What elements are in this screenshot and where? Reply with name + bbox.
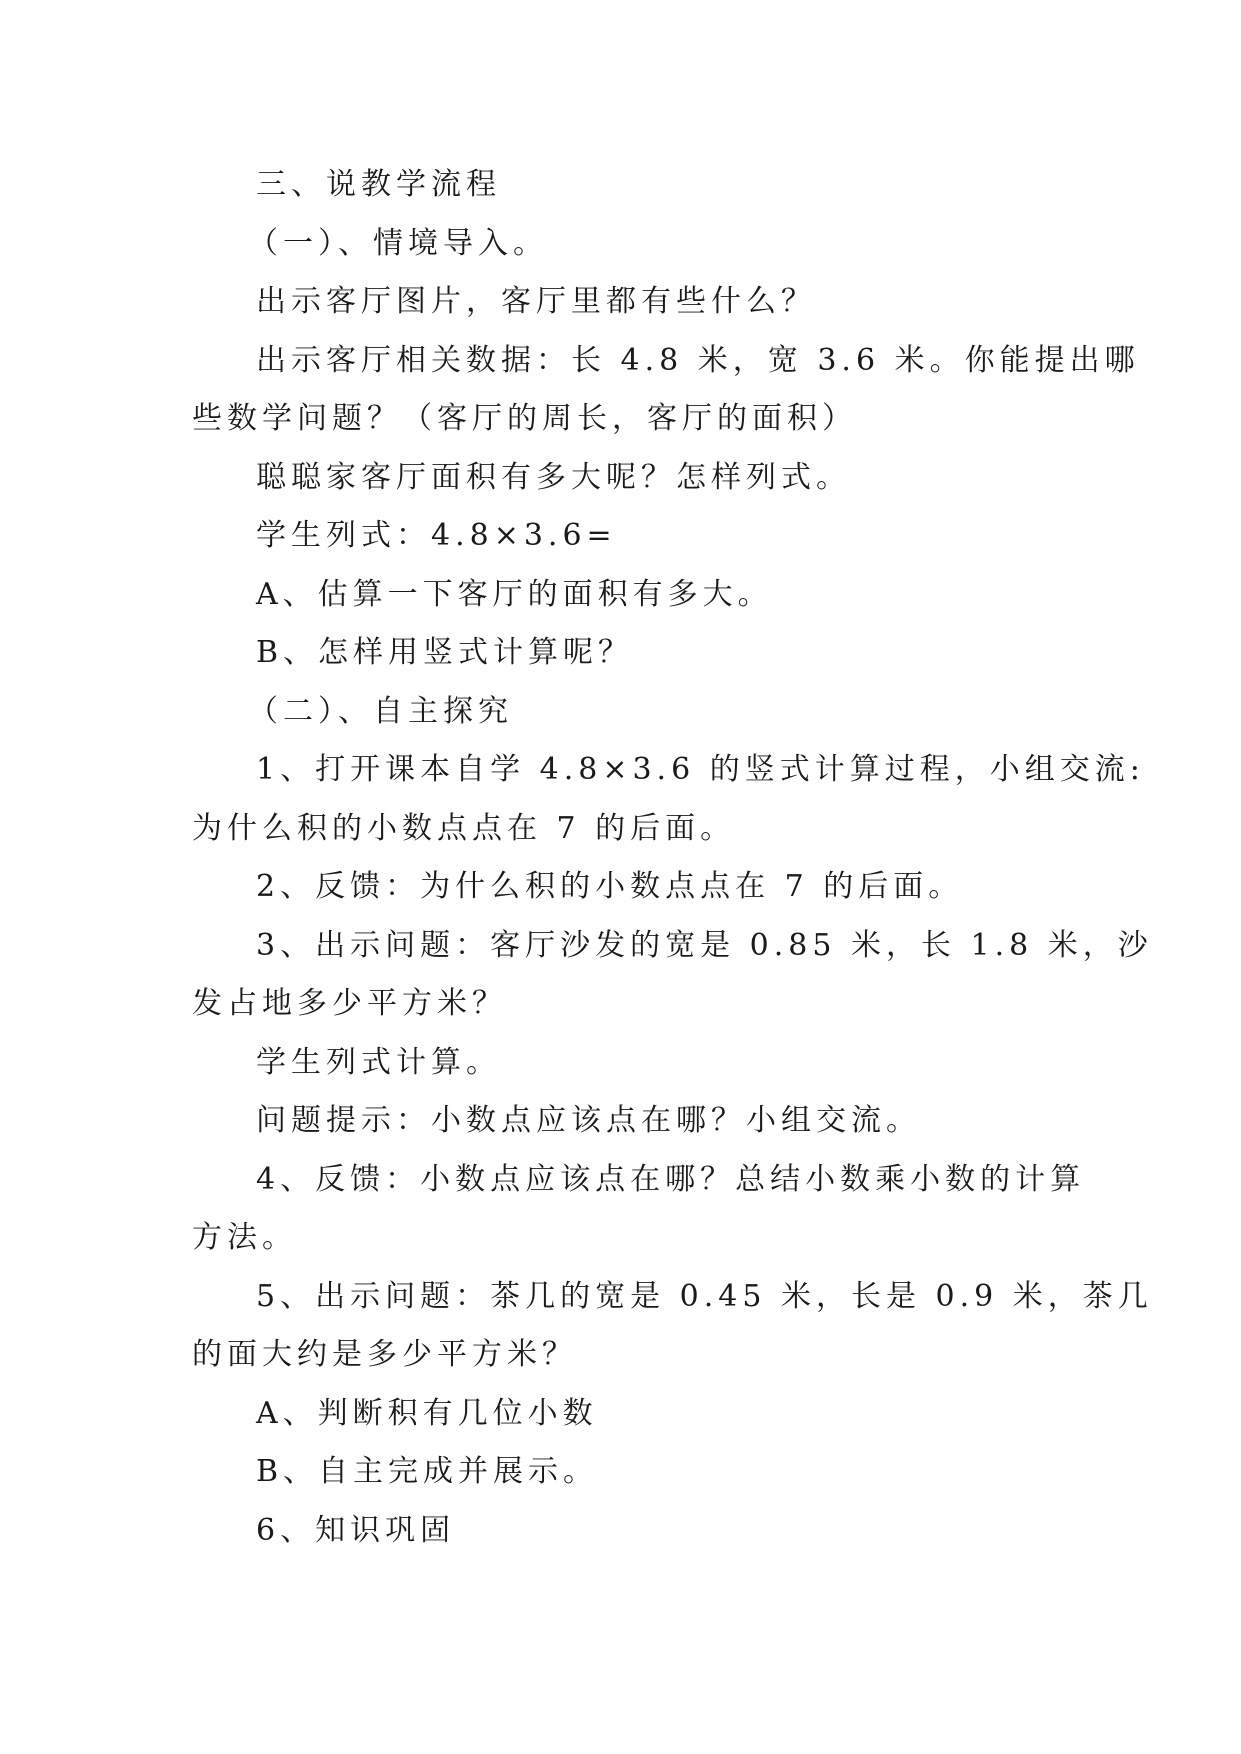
list-item: 2、反馈：为什么积的小数点点在 7 的后面。 <box>256 869 964 904</box>
list-item: 4、反馈：小数点应该点在哪？总结小数乘小数的计算 <box>256 1161 1086 1197</box>
list-item: 1、打开课本自学 4.8×3.6 的竖式计算过程，小组交流: <box>256 752 1145 787</box>
paragraph: 学生列式：4.8×3.6= <box>256 518 617 553</box>
paragraph: 聪聪家客厅面积有多大呢？怎样列式。 <box>256 459 851 495</box>
list-item: B、自主完成并展示。 <box>256 1454 599 1489</box>
list-item: A、判断积有几位小数 <box>256 1395 598 1431</box>
document-body <box>192 156 1153 1560</box>
paragraph-continuation: 为什么积的小数点点在 7 的后面。 <box>192 810 736 846</box>
subsection-heading: （二）、自主探究 <box>248 693 513 729</box>
paragraph-continuation: 方法。 <box>192 1220 297 1255</box>
paragraph-continuation: 些数学问题？（客厅的周长，客厅的面积） <box>192 401 857 436</box>
paragraph-continuation: 的面大约是多少平方米？ <box>192 1337 577 1372</box>
list-item: A、估算一下客厅的面积有多大。 <box>256 576 773 612</box>
list-item: 6、知识巩固 <box>256 1512 456 1548</box>
paragraph: 问题提示：小数点应该点在哪？小组交流。 <box>256 1103 921 1138</box>
list-item: 3、出示问题：客厅沙发的宽是 0.85 米，长 1.8 米，沙 <box>256 927 1153 963</box>
section-heading: 三、说教学流程 <box>256 167 501 202</box>
paragraph: 出示客厅相关数据：长 4.8 米，宽 3.6 米。你能提出哪 <box>256 342 1140 378</box>
paragraph: 出示客厅图片，客厅里都有些什么？ <box>256 284 816 319</box>
list-item: B、怎样用竖式计算呢？ <box>256 635 634 670</box>
paragraph: 学生列式计算。 <box>256 1044 501 1080</box>
subsection-heading: （一）、情境导入。 <box>248 225 548 261</box>
list-item: 5、出示问题：茶几的宽是 0.45 米，长是 0.9 米，茶几 <box>256 1278 1153 1314</box>
paragraph-continuation: 发占地多少平方米？ <box>192 986 507 1021</box>
